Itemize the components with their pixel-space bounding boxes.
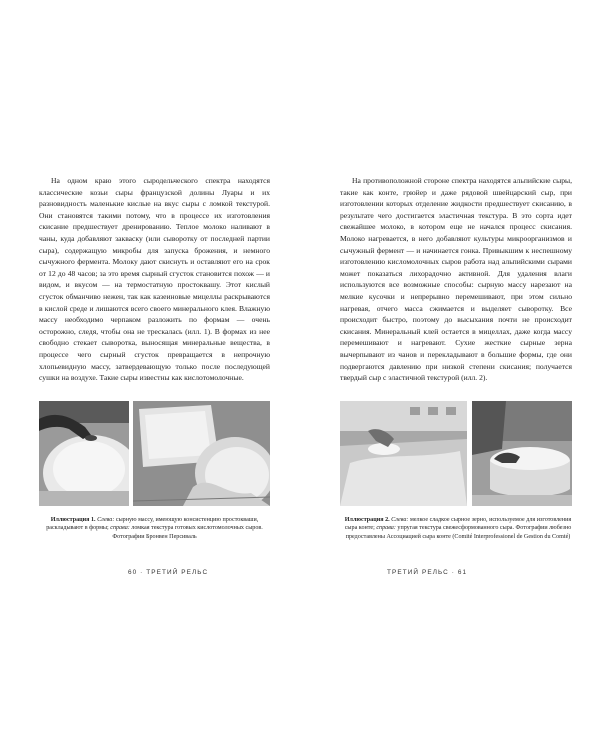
right-caption-left-word: Слева: <box>391 517 409 523</box>
right-caption <box>344 516 572 541</box>
right-caption-left-text: мелкое сладкое сырное зерно, используемое для изготовления сыра конте; <box>344 517 572 532</box>
right-caption-right-word: справа: <box>376 525 396 532</box>
left-caption-left-text: сырную массу, имеющую консистенцию простокваши, раскладывают в формы; <box>46 517 259 532</box>
left-caption-left-word: Слева: <box>97 517 115 523</box>
right-caption-label: Иллюстрация 2. <box>344 517 390 523</box>
right-caption-right-text: упругая текстура свежесформованного сыра. Фотографии любезно предоставлены Ассоциацией сыра конте (Comité Interprofessionel de Gestion du Comté) <box>345 525 572 540</box>
left-caption-right-text: ломкая текстура готовых кислотомолочных сыров. Фотографии Бронвен Персиваль <box>112 525 263 540</box>
right-folio: ТРЕТИЙ РЕЛЬС · 61 <box>387 569 468 576</box>
right-page <box>300 0 600 750</box>
photo-ladling-curd <box>39 401 129 506</box>
photo-acid-cheese-texture <box>133 401 270 506</box>
left-body-text: На одном краю этого сыродельческого спектра находятся классические козьи сыры французской долины Луары и их разновидность маленькие кислые на вкус сыры с ломкой текстурой. Они становятся такими потому, что в процессе их изготовления скисание предшествует дренированию. Теплое молоко наливают в чаны, куда добавляют закваску (или сыворотку от последней партии сыра), содержащую микробы для запуска брожения, и немного сычужного фермента. Молоку дают скиснуть и оставляют его на срок от 12 до 48 часов; за это время сырный сгусток становится похож — и видом, и вкусом — на термостатную простоквашу. Этот кислый сгусток обманчиво нежен, так как казеиновые мицеллы раскрываются в кислой среде и лишаются всего своего минерального клея. Влажную массу необходимо черпаком разложить по формам — очень осторожно, следя, чтобы она не трескалась (илл. 1). В формах из нее свободно стекает сыворотка, выносящая минеральные вещества, в процессе чего сырный сгусток превращается в непрочную хлопьевидную массу, затвердевающую только после последующей сушки на воздухе. Такие сыры известны как кислотомолочные. <box>39 176 270 383</box>
left-caption <box>39 516 270 541</box>
photo-curd-grains <box>340 401 467 506</box>
photo-fresh-wheel <box>472 401 572 506</box>
left-caption-right-word: справа: <box>110 525 130 532</box>
left-folio: 60 · ТРЕТИЙ РЕЛЬС <box>128 569 209 576</box>
left-caption-label: Иллюстрация 1. <box>50 517 96 523</box>
right-body-text: На противоположной стороне спектра находятся альпийские сыры, такие как конте, грюйер и даже рядовой швейцарский сыр, при изготовлении которых отделение жидкости предшествует скисанию, в результате чего достигается эластичная текстура. В это сорта идет свежайшее молоко, в котором еще не начался процесс скисания. Молоко нагревается, в него добавляют культуры микроорганизмов и сычужный фермент — и начинается гонка. Привыкшим к неспешному изготовлению кисломолочных сыров работа над альпийскими сырами может показаться лихорадочно активной. Для удаления влаги используются все возможные способы: сырную массу нарезают на мелкие кусочки и непрерывно перемешивают, при этом сильно нагревая, отчего масса сжимается и выделяет сыворотку. Все происходит быстро, поэтому до высыхания почти не происходит скисания. Минеральный клей остается в мицеллах, даже когда массу перемешивают и нагревают. Сухие жесткие сырные зерна вычерпывают из чанов и перекладывают в большие формы, где они подвергаются давлению при низкой степени скисания; получается твердый сыр с эластичной текстурой (илл. 2). <box>340 176 572 383</box>
